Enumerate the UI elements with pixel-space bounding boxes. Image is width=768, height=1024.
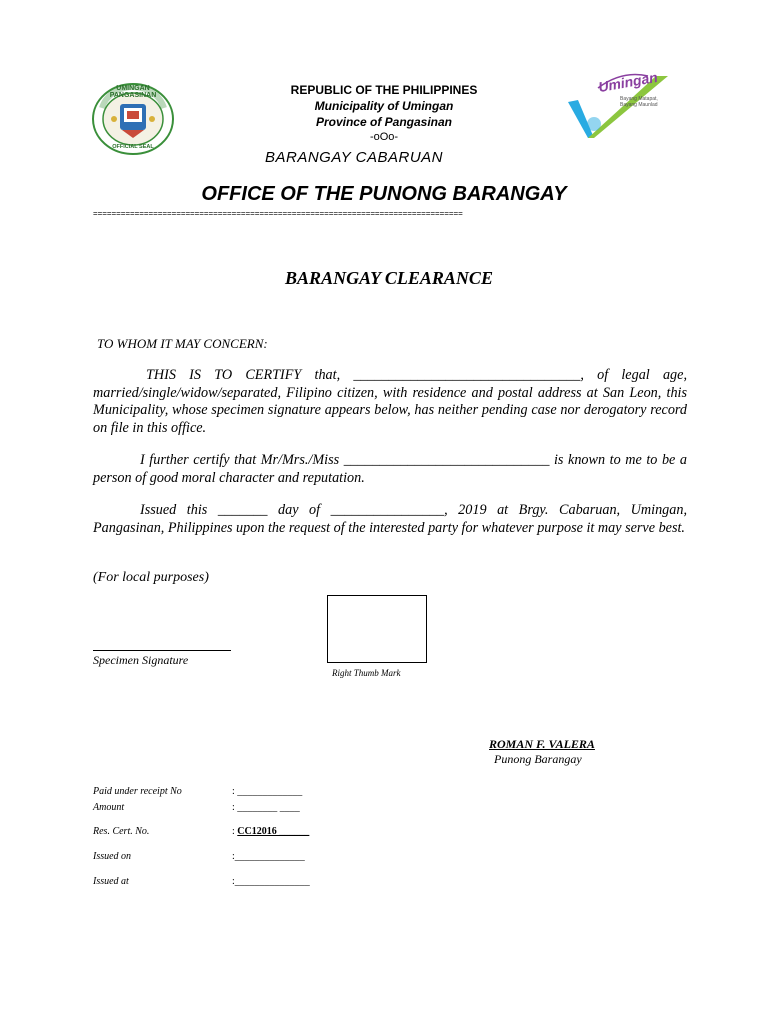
seal-bottom-text: OFFICIAL SEAL — [112, 144, 154, 150]
specimen-signature-line — [93, 650, 231, 651]
res-cert-number: CC12016 ______ — [237, 826, 310, 837]
header-rule: ================================================================================ — [93, 209, 463, 218]
republic-heading: REPUBLIC OF THE PHILIPPINES — [290, 83, 478, 97]
specimen-signature-label: Specimen Signature — [93, 653, 189, 667]
header-ornament: -oOo- — [369, 131, 399, 143]
province-heading: Province of Pangasinan — [315, 115, 453, 129]
document-title: BARANGAY CLEARANCE — [285, 268, 493, 288]
seal-top-text: UMINGAN PANGASINAN — [109, 85, 157, 99]
office-heading: OFFICE OF THE PUNONG BARANGAY — [201, 183, 567, 205]
issuance-paragraph: Issued this _______ day of ________________, 2019 at Brgy. Cabaruan, Umingan, Pangasinan, Philippines upon the request of the interested party for whatever purpose it may serve best. — [93, 502, 687, 536]
barangay-heading: BARANGAY CABARUAN — [265, 149, 443, 166]
logo-wordmark: Umingan — [597, 68, 659, 96]
thumb-mark-box — [327, 595, 427, 663]
thumb-mark-label: Right Thumb Mark — [332, 668, 401, 678]
fee-value-res-cert — [232, 826, 309, 837]
res-cert-colon: : — [232, 826, 238, 837]
fee-label-receipt: Paid under receipt No — [93, 786, 182, 797]
official-name: ROMAN F. VALERA — [489, 737, 595, 751]
fee-value-receipt: : _____________ — [232, 786, 303, 797]
certification-paragraph: THIS IS TO CERTIFY that, ________________________________, of legal age, married/single/widow/separated, Filipino citizen, with residence and postal address at San Leon, this Municipality, whose specimen signature appears below, has neither pending case nor derogatory record on file in this office. — [93, 367, 687, 436]
logo-tagline: Bayang Matapat, Bayang Maunlad — [620, 96, 658, 108]
fee-label-amount: Amount — [93, 802, 125, 813]
fee-label-res-cert: Res. Cert. No. — [93, 826, 150, 837]
fee-value-issued-at: :_______________ — [232, 876, 310, 887]
local-purposes-note: (For local purposes) — [93, 570, 209, 585]
character-paragraph: I further certify that Mr/Mrs./Miss _____________________________ is known to me to be a person of good moral character and reputation. — [93, 452, 687, 486]
salutation: TO WHOM IT MAY CONCERN: — [97, 336, 268, 351]
fee-value-issued-on: :______________ — [232, 851, 305, 862]
municipality-heading: Municipality of Umingan — [314, 99, 454, 113]
fee-label-issued-at: Issued at — [93, 876, 129, 887]
fee-label-issued-on: Issued on — [93, 851, 132, 862]
official-position: Punong Barangay — [494, 752, 582, 766]
fee-value-amount: : ________ ____ — [232, 802, 300, 813]
